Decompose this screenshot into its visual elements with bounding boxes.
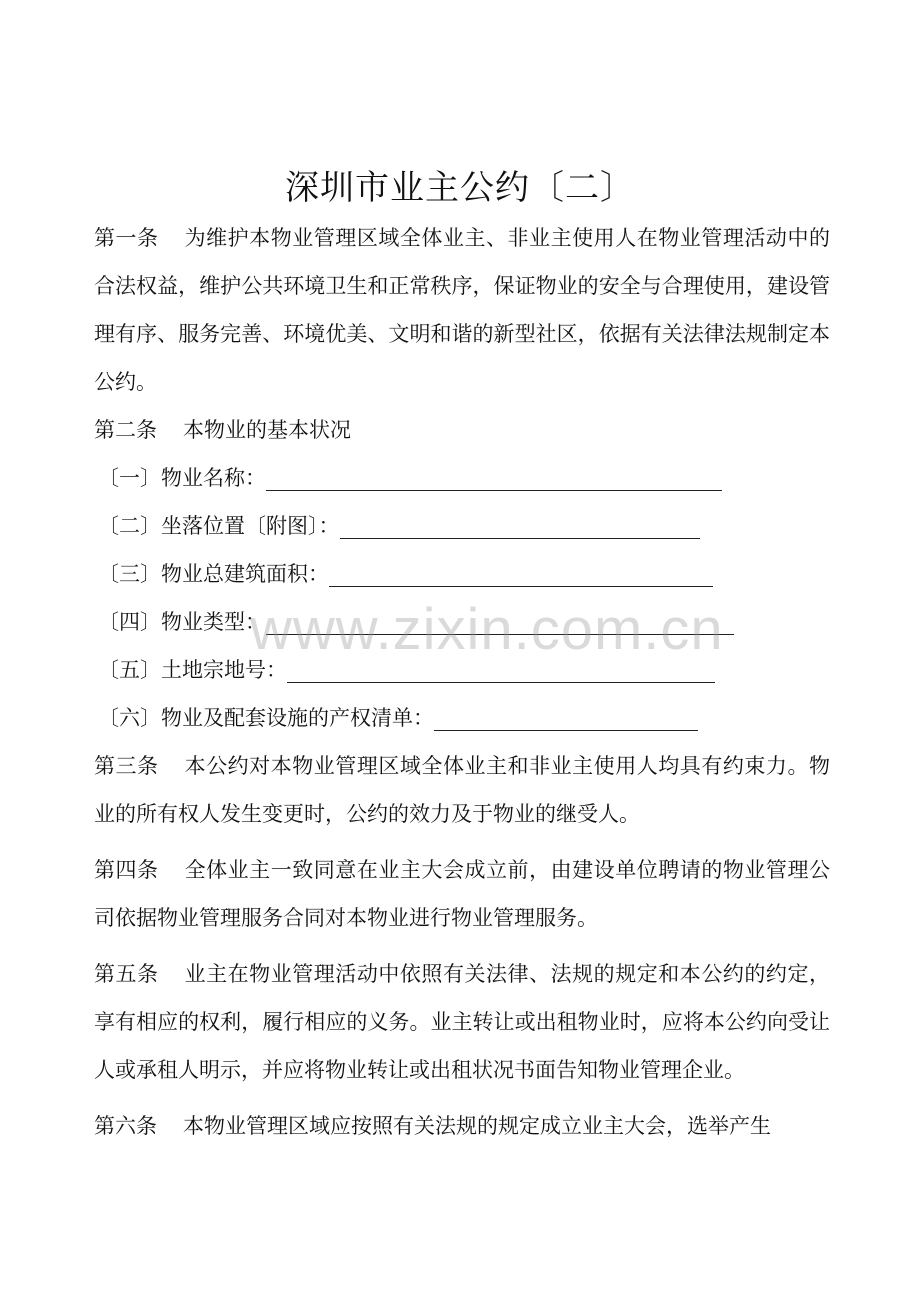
- field-label: 〔三〕物业总建筑面积：: [98, 562, 329, 586]
- article-number: 第四条: [94, 858, 159, 882]
- article-3: [94, 742, 830, 838]
- fill-in-blank[interactable]: [340, 512, 700, 539]
- article-text: 业主在物业管理活动中依照有关法律、法规的规定和本公约的约定，享有相应的权利，履行相应的义务。业主转让或出租物业时，应将本公约向受让人或承租人明示，并应将物业转让或出租状况书面告知物业管理企业。: [94, 962, 830, 1082]
- document-title: 深圳市业主公约〔二〕: [285, 168, 635, 208]
- field-label: 〔一〕物业名称：: [98, 466, 266, 490]
- field-location: [94, 502, 830, 550]
- article-4: [94, 846, 830, 942]
- article-text: 本公约对本物业管理区域全体业主和非业主使用人均具有约束力。物业的所有权人发生变更时，公约的效力及于物业的继受人。: [94, 754, 830, 826]
- article-number: 第二条: [94, 418, 157, 442]
- watermark: www.zixin.com.cn: [250, 597, 724, 662]
- field-property-name: [94, 454, 830, 502]
- field-property-rights-list: [94, 694, 830, 742]
- field-label: 〔六〕物业及配套设施的产权清单：: [98, 706, 434, 730]
- article-text: 为维护本物业管理区域全体业主、非业主使用人在物业管理活动中的合法权益，维护公共环境卫生和正常秩序，保证物业的安全与合理使用，建设管理有序、服务完善、环境优美、文明和谐的新型社区，依据有关法律法规制定本公约。: [94, 226, 830, 394]
- article-1: [94, 214, 830, 406]
- article-text: 本物业管理区域应按照有关法规的规定成立业主大会，选举产生: [183, 1114, 771, 1138]
- field-label: 〔四〕物业类型：: [98, 610, 266, 634]
- article-text: 本物业的基本状况: [183, 418, 351, 442]
- document-body: [94, 214, 830, 1150]
- article-text: 全体业主一致同意在业主大会成立前，由建设单位聘请的物业管理公司依据物业管理服务合同对本物业进行物业管理服务。: [94, 858, 830, 930]
- fill-in-blank[interactable]: [266, 464, 722, 491]
- article-number: 第一条: [94, 226, 159, 250]
- article-6: [94, 1102, 830, 1150]
- field-label: 〔五〕土地宗地号：: [98, 658, 287, 682]
- article-5: [94, 950, 830, 1094]
- fill-in-blank[interactable]: [434, 704, 698, 731]
- article-2: [94, 406, 830, 454]
- article-number: 第六条: [94, 1114, 157, 1138]
- field-total-area: [94, 550, 830, 598]
- field-label: 〔二〕坐落位置〔附图〕：: [98, 514, 340, 538]
- fill-in-blank[interactable]: [329, 560, 713, 587]
- article-number: 第五条: [94, 962, 159, 986]
- article-number: 第三条: [94, 754, 159, 778]
